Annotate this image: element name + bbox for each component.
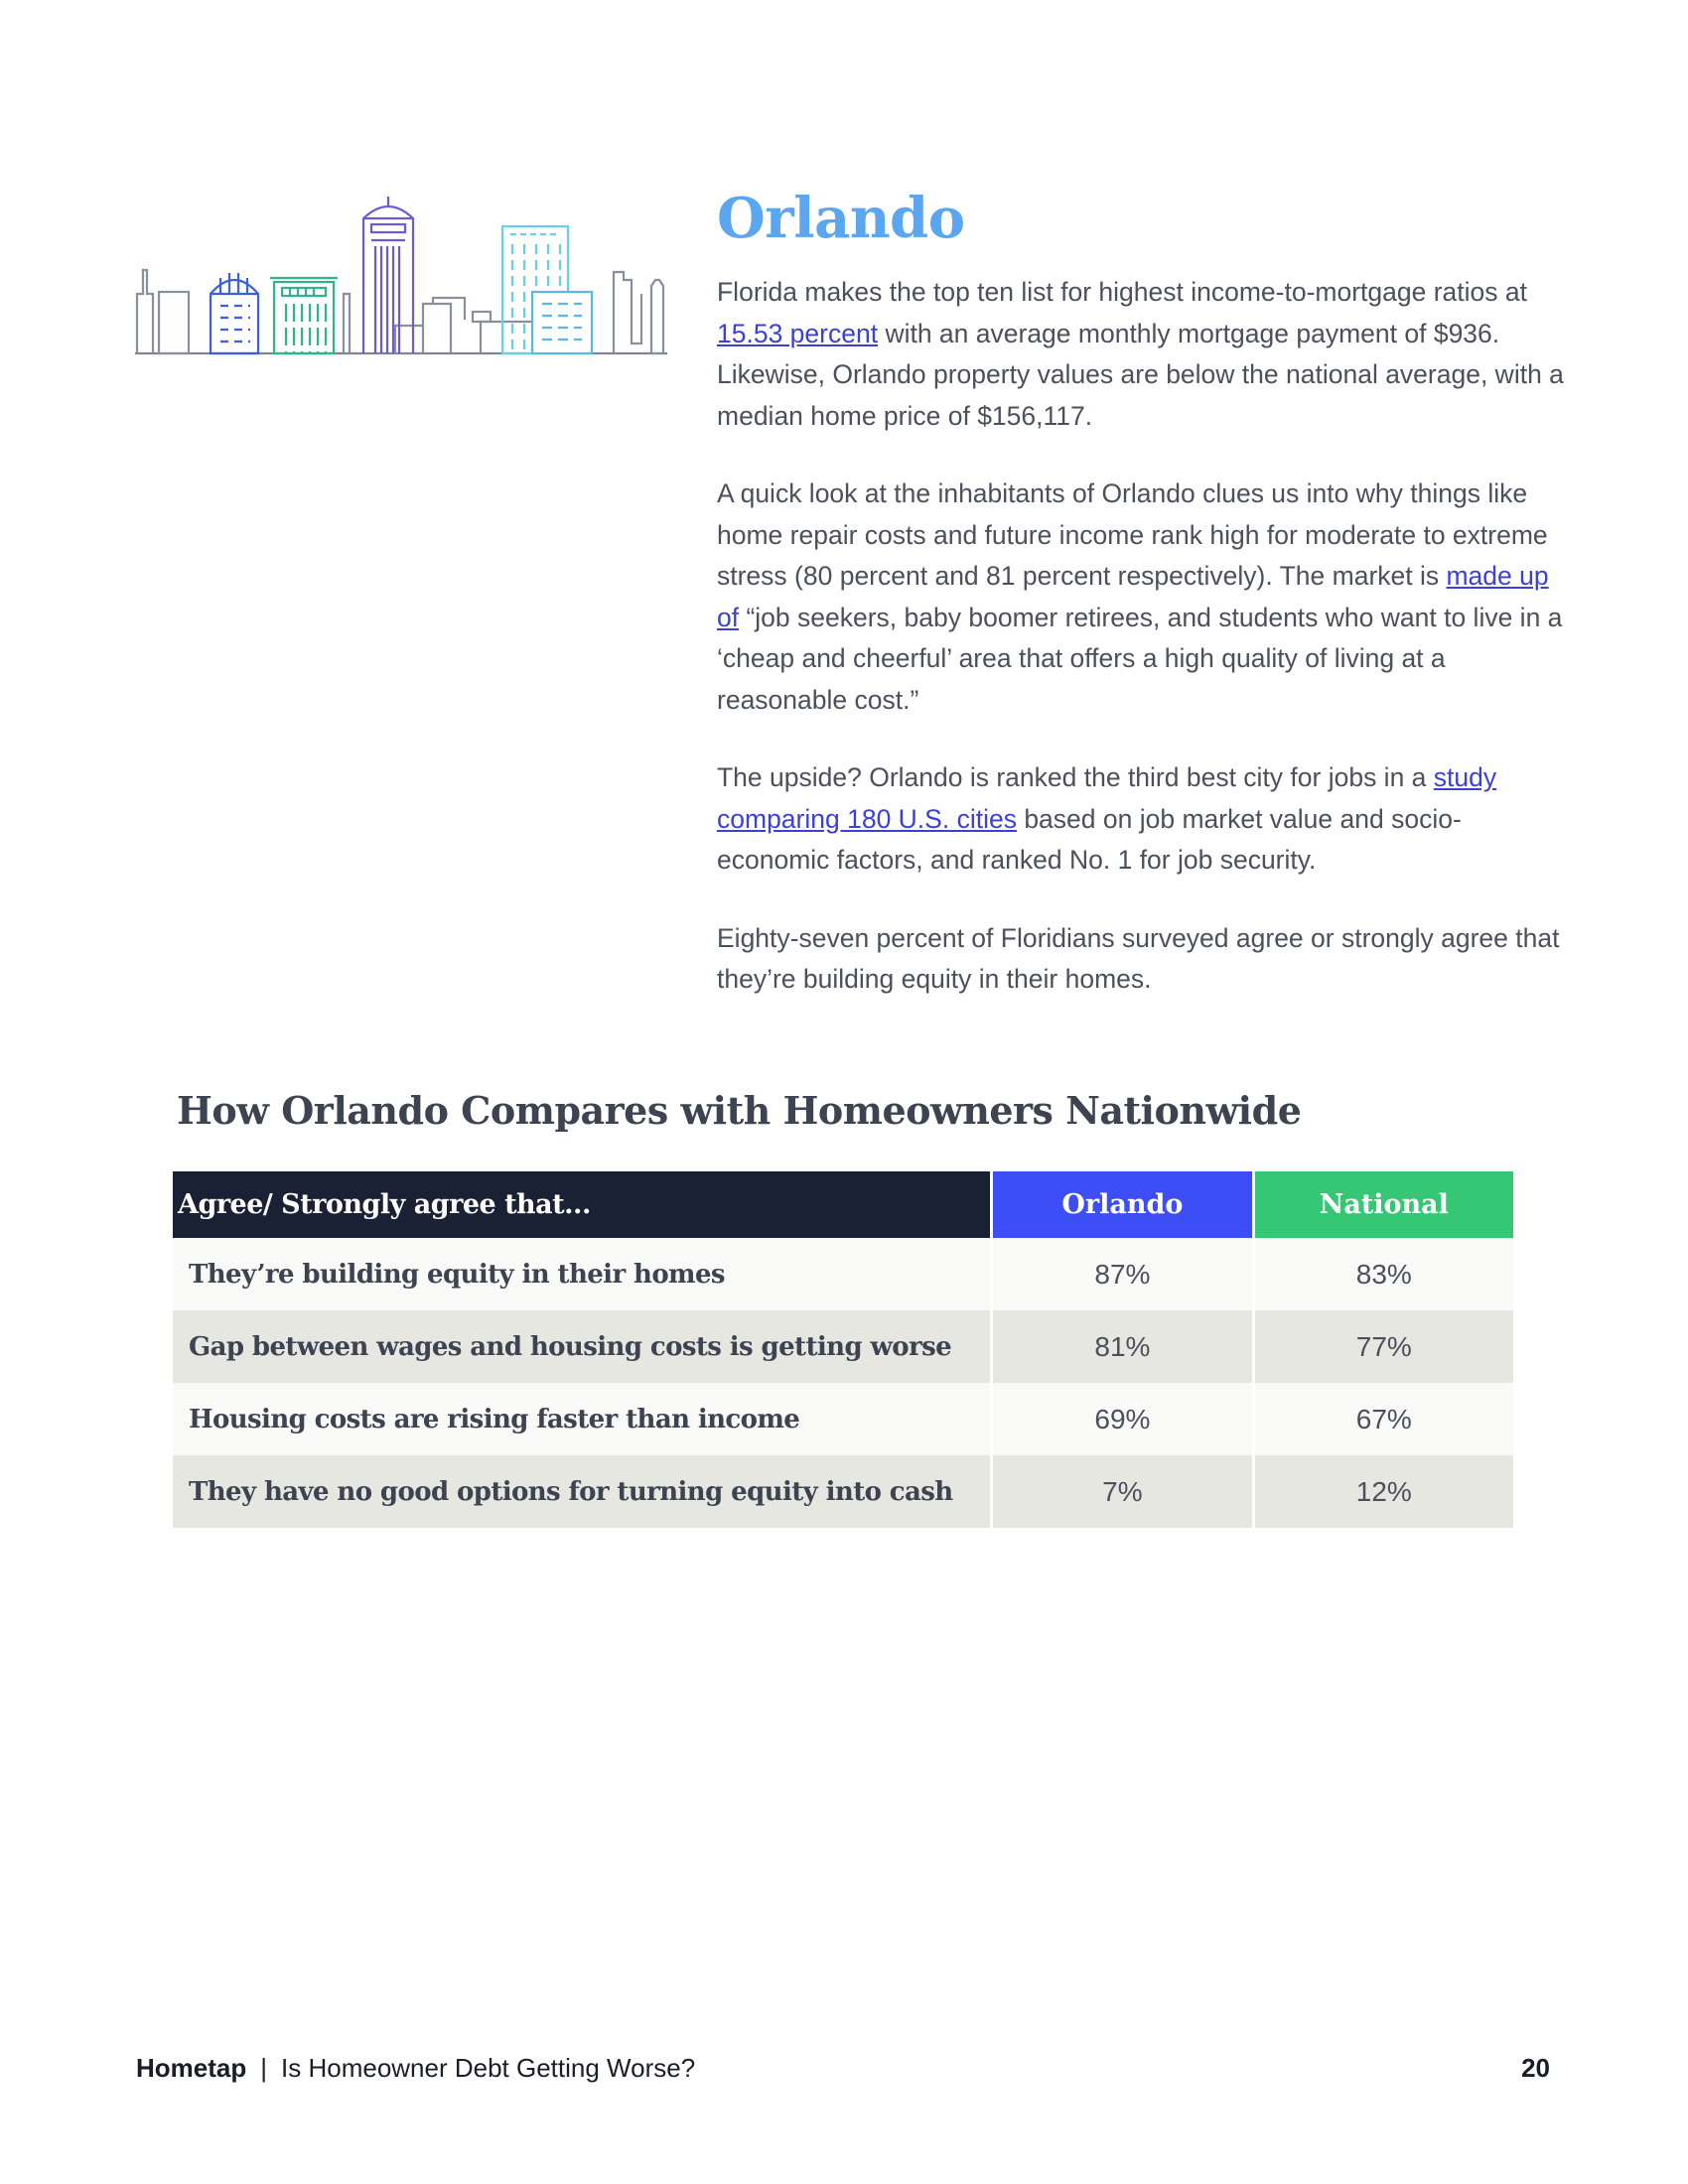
- link-made-up-of[interactable]: made up of: [717, 561, 1549, 632]
- paragraph-jobs: The upside? Orlando is ranked the third best city for jobs in a study comparing 180 U.S. cities based on job market value and socio-economic factors, and ranked No. 1 for job security.: [717, 762, 1497, 875]
- orlando-value: 69%: [992, 1383, 1253, 1455]
- city-skyline-icon: [135, 195, 671, 359]
- table-row: [173, 1238, 1513, 1310]
- table-row: [173, 1383, 1513, 1455]
- paragraph-inhabitants: A quick look at the inhabitants of Orlando clues us into why things like home repair costs and future income rank high for moderate to extreme stress (80 percent and 81 percent respectively). The market is made up of “job seekers, baby boomer retirees, and students who want to live in a ‘cheap and cheerful’ area that offers a high quality of living at a reasonable cost.”: [717, 478, 1563, 715]
- section-title: Orlando: [717, 186, 965, 251]
- national-value: 12%: [1253, 1455, 1513, 1528]
- orlando-value: 7%: [992, 1455, 1253, 1528]
- page-number: 20: [1521, 2053, 1550, 2083]
- page-footer: [136, 2053, 1550, 2084]
- table-row: [173, 1455, 1513, 1528]
- table-header-row: [173, 1171, 1513, 1238]
- section-content: [717, 187, 1571, 1037]
- paragraph-equity: Eighty-seven percent of Floridians surveyed agree or strongly agree that they’re building equity in their homes.: [717, 922, 1560, 994]
- paragraph-income-ratio: Florida makes the top ten list for highest income-to-mortgage ratios at 15.53 percent with an average monthly mortgage payment of $936. Likewise, Orlando property values are below the national average, with a median home price of $156,117.: [717, 277, 1564, 431]
- link-study-180-cities[interactable]: study comparing 180 U.S. cities: [717, 762, 1497, 834]
- table-title: How Orlando Compares with Homeowners Nationwide: [177, 1088, 1302, 1133]
- link-15-53-percent[interactable]: 15.53 percent: [717, 318, 879, 348]
- table-row: [173, 1310, 1513, 1383]
- national-value: 83%: [1253, 1238, 1513, 1310]
- national-value: 77%: [1253, 1310, 1513, 1383]
- orlando-value: 81%: [992, 1310, 1253, 1383]
- header-orlando: Orlando: [992, 1171, 1253, 1238]
- header-national: National: [1253, 1171, 1513, 1238]
- row-label: They have no good options for turning equity into cash: [173, 1455, 992, 1528]
- header-agree: Agree/ Strongly agree that...: [173, 1171, 992, 1238]
- national-value: 67%: [1253, 1383, 1513, 1455]
- row-label: Gap between wages and housing costs is getting worse: [173, 1310, 992, 1383]
- row-label: They’re building equity in their homes: [173, 1238, 992, 1310]
- row-label: Housing costs are rising faster than income: [173, 1383, 992, 1455]
- orlando-value: 87%: [992, 1238, 1253, 1310]
- comparison-table: [173, 1171, 1513, 1528]
- footer-doc-title: Is Homeowner Debt Getting Worse?: [281, 2053, 696, 2083]
- footer-separator: |: [260, 2053, 268, 2083]
- footer-brand: Hometap: [136, 2053, 247, 2083]
